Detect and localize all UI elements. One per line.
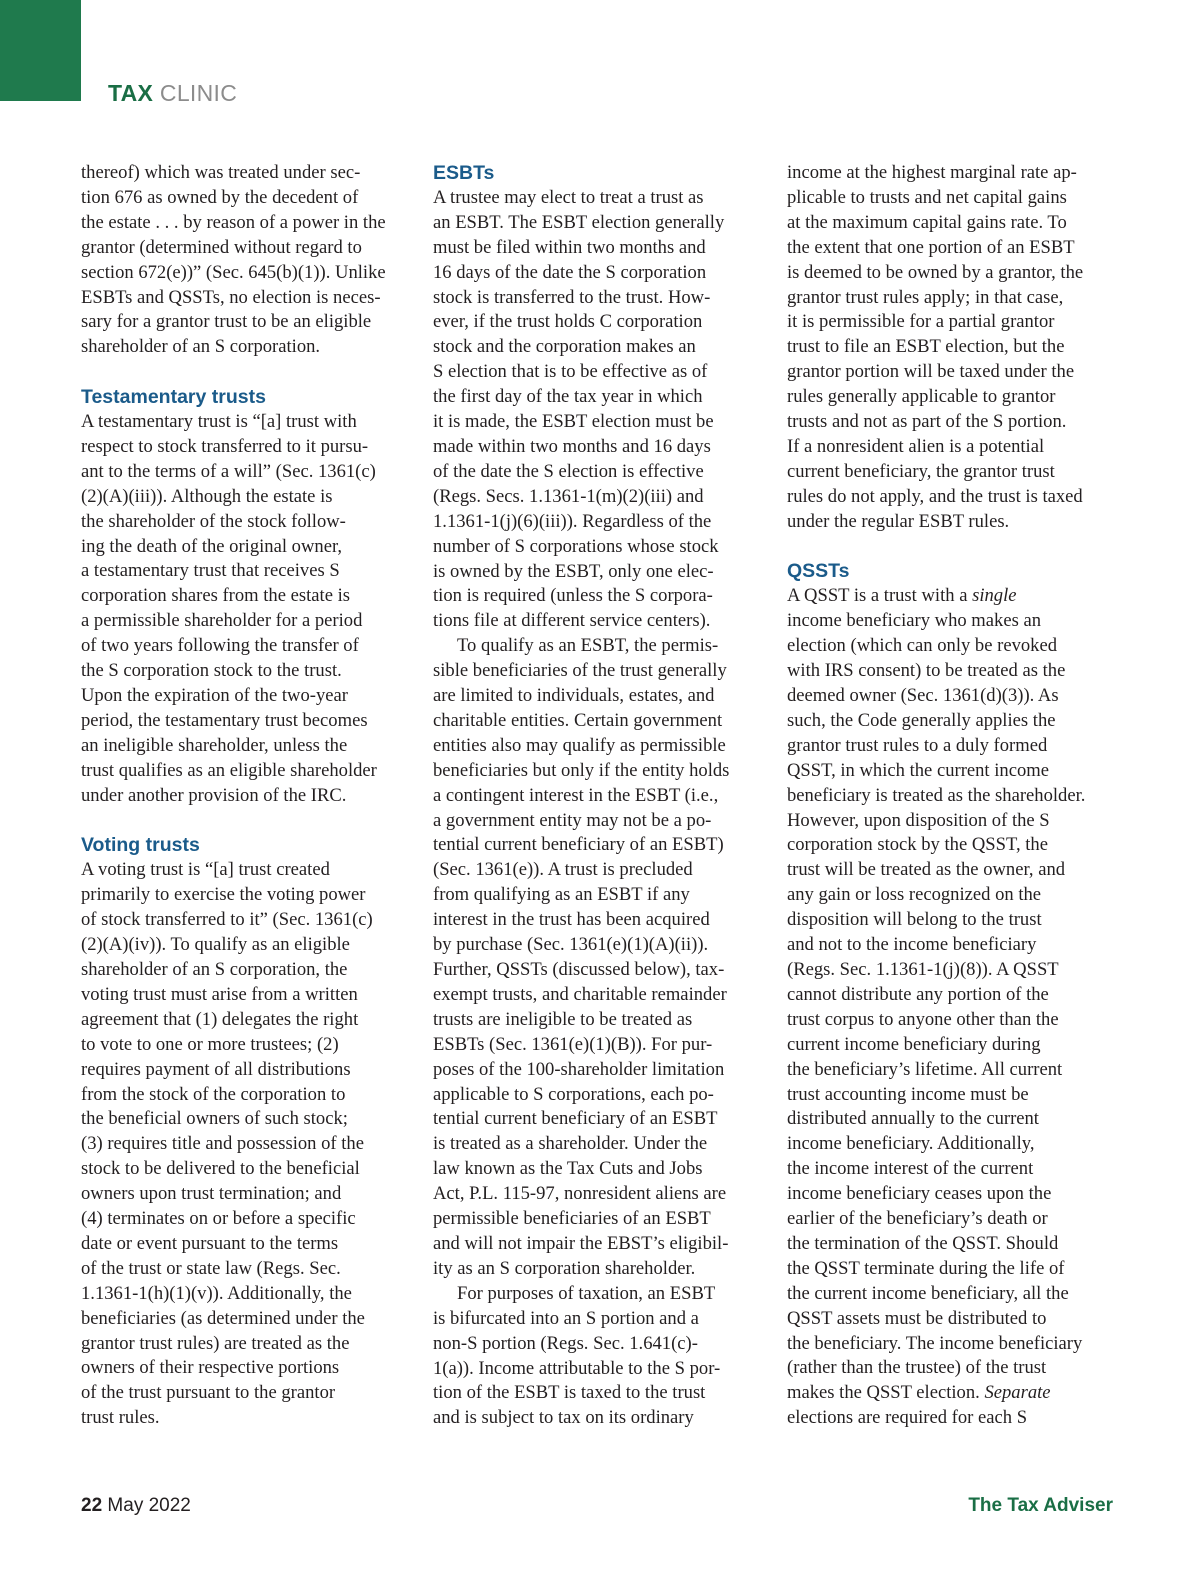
text-line: under the regular ESBT rules. xyxy=(787,510,1010,532)
text-line: under another provision of the IRC. xyxy=(81,784,347,806)
text-line: period, the testamentary trust becomes xyxy=(81,709,368,731)
text-line: trust accounting income must be xyxy=(787,1083,1029,1105)
text-line: 1(a)). Income attributable to the S por- xyxy=(433,1357,721,1379)
text-line: disposition will belong to the trust xyxy=(787,909,1042,931)
text-line: from qualifying as an ESBT if any xyxy=(433,884,690,906)
text-line: corporation shares from the estate is xyxy=(81,585,351,607)
text-line: A trustee may elect to treat a trust as xyxy=(433,186,704,208)
text-line: corporation stock by the QSST, the xyxy=(787,834,1048,856)
text-line: an ESBT. The ESBT election generally xyxy=(433,211,725,233)
text-line: is deemed to be owned by a grantor, the xyxy=(787,261,1084,283)
text-line: the beneficiary’s lifetime. All current xyxy=(787,1058,1063,1080)
text-line: current beneficiary, the grantor trust xyxy=(787,460,1055,482)
subheading-esbts: ESBTs xyxy=(433,162,495,184)
text-line: To qualify as an ESBT, the permis- xyxy=(457,635,719,657)
text-line: Act, P.L. 115-97, nonresident aliens are xyxy=(433,1183,727,1205)
text-line: trust will be treated as the owner, and xyxy=(787,859,1066,881)
text-line: the shareholder of the stock follow- xyxy=(81,510,346,532)
text-line: agreement that (1) delegates the right xyxy=(81,1008,359,1030)
text-line: cannot distribute any portion of the xyxy=(787,983,1049,1005)
text-line: the termination of the QSST. Should xyxy=(787,1232,1059,1254)
section-header-bold: TAX xyxy=(108,80,154,106)
text-line: law known as the Tax Cuts and Jobs xyxy=(433,1158,703,1180)
text-line xyxy=(787,584,1113,609)
text-line: ever, if the trust holds C corporation xyxy=(433,311,703,333)
text-line: (4) terminates on or before a specific xyxy=(81,1208,356,1230)
text-line: of stock transferred to it” (Sec. 1361(c) xyxy=(81,909,373,931)
paragraph xyxy=(433,1282,759,1431)
text-line: QSST, in which the current income xyxy=(787,759,1049,781)
text-line: beneficiary is treated as the shareholder. xyxy=(787,784,1086,806)
text-line: tion 676 as owned by the decedent of xyxy=(81,186,359,208)
text-line: 1.1361-1(h)(1)(v)). Additionally, the xyxy=(81,1282,352,1304)
footer-page-info xyxy=(81,1495,191,1517)
text-line: poses of the 100-shareholder limitation xyxy=(433,1058,725,1080)
column-2 xyxy=(433,161,759,1431)
text-line: ant to the terms of a will” (Sec. 1361(c) xyxy=(81,460,376,482)
text-line: and will not impair the EBST’s eligibil- xyxy=(433,1232,729,1254)
paragraph xyxy=(81,161,407,360)
text-line: tential current beneficiary of an ESBT xyxy=(433,1108,718,1130)
text-line: are limited to individuals, estates, and xyxy=(433,685,715,707)
text-line: sary for a grantor trust to be an eligible xyxy=(81,311,372,333)
text-line: For purposes of taxation, an ESBT xyxy=(457,1282,716,1304)
text-line: and is subject to tax on its ordinary xyxy=(433,1407,694,1429)
text-line: ESBTs and QSSTs, no election is neces- xyxy=(81,286,381,308)
text-line: at the maximum capital gains rate. To xyxy=(787,211,1067,233)
text-line: any gain or loss recognized on the xyxy=(787,884,1042,906)
text-line: it is made, the ESBT election must be xyxy=(433,411,714,433)
text-line: If a nonresident alien is a potential xyxy=(787,435,1045,457)
publication-name: The Tax Adviser xyxy=(968,1495,1113,1516)
text-line: (Sec. 1361(e)). A trust is precluded xyxy=(433,859,693,881)
text-line: is bifurcated into an S portion and a xyxy=(433,1307,699,1329)
text-line: election (which can only be revoked xyxy=(787,635,1058,657)
text-line: voting trust must arise from a written xyxy=(81,983,358,1005)
text-run: A QSST is a trust with a xyxy=(787,585,973,607)
text-line: to vote to one or more trustees; (2) xyxy=(81,1033,339,1055)
text-line: grantor trust rules apply; in that case, xyxy=(787,286,1064,308)
text-line: of the date the S election is effective xyxy=(433,460,704,482)
text-line: Upon the expiration of the two-year xyxy=(81,685,348,707)
text-line: of the trust or state law (Regs. Sec. xyxy=(81,1257,341,1279)
text-line: a permissible shareholder for a period xyxy=(81,610,363,632)
text-line: section 672(e))” (Sec. 645(b)(1)). Unlike xyxy=(81,261,386,283)
text-line: tions file at different service centers). xyxy=(433,610,711,632)
text-line: beneficiaries (as determined under the xyxy=(81,1307,365,1329)
text-line: with IRS consent) to be treated as the xyxy=(787,660,1066,682)
text-line: applicable to S corporations, each po- xyxy=(433,1083,714,1105)
text-line: a testamentary trust that receives S xyxy=(81,560,340,582)
text-line: a government entity may not be a po- xyxy=(433,809,712,831)
text-line: such, the Code generally applies the xyxy=(787,709,1056,731)
text-line: stock is transferred to the trust. How- xyxy=(433,286,711,308)
text-line: grantor portion will be taxed under the xyxy=(787,361,1075,383)
emphasis-single: single xyxy=(972,585,1017,607)
text-line: earlier of the beneficiary’s death or xyxy=(787,1208,1048,1230)
text-line: from the stock of the corporation to xyxy=(81,1083,346,1105)
text-line: entities also may qualify as permissible xyxy=(433,734,726,756)
text-line: the S corporation stock to the trust. xyxy=(81,660,342,682)
paragraph xyxy=(433,634,759,1282)
text-line: date or event pursuant to the terms xyxy=(81,1232,339,1254)
text-line: a contingent interest in the ESBT (i.e., xyxy=(433,784,719,806)
text-line: income at the highest marginal rate ap- xyxy=(787,162,1077,183)
section-header-light: CLINIC xyxy=(159,80,238,106)
paragraph xyxy=(787,1406,1113,1431)
text-line: stock to be delivered to the beneficial xyxy=(81,1158,360,1180)
text-line: A voting trust is “[a] trust created xyxy=(81,859,330,881)
text-line: non-S portion (Regs. Sec. 1.641(c)- xyxy=(433,1332,698,1354)
text-line: (3) requires title and possession of the xyxy=(81,1133,364,1155)
text-line: plicable to trusts and net capital gains xyxy=(787,186,1067,208)
text-line xyxy=(787,1381,1113,1406)
text-line: is owned by the ESBT, only one elec- xyxy=(433,560,714,582)
text-line: rules generally applicable to grantor xyxy=(787,386,1056,408)
text-line: the beneficiary. The income beneficiary xyxy=(787,1332,1083,1354)
text-line: the first day of the tax year in which xyxy=(433,386,703,408)
text-line: owners upon trust termination; and xyxy=(81,1183,342,1205)
section-header xyxy=(108,80,237,107)
text-line: trusts are ineligible to be treated as xyxy=(433,1008,693,1030)
text-line: thereof) which was treated under sec- xyxy=(81,162,361,183)
text-line: (2)(A)(iv)). To qualify as an eligible xyxy=(81,934,350,956)
subheading-voting-trusts: Voting trusts xyxy=(81,834,200,857)
text-line: of the trust pursuant to the grantor xyxy=(81,1382,336,1404)
text-line: 16 days of the date the S corporation xyxy=(433,261,707,283)
text-line: primarily to exercise the voting power xyxy=(81,884,366,906)
text-line: A testamentary trust is “[a] trust with xyxy=(81,411,357,433)
text-line: shareholder of an S corporation. xyxy=(81,336,321,358)
text-line: stock and the corporation makes an xyxy=(433,336,696,358)
text-line: S election that is to be effective as of xyxy=(433,361,708,383)
text-line: rules do not apply, and the trust is taxed xyxy=(787,485,1083,507)
text-line: the beneficial owners of such stock; xyxy=(81,1108,348,1130)
text-line: trusts and not as part of the S portion. xyxy=(787,411,1067,433)
subheading-testamentary-trusts: Testamentary trusts xyxy=(81,386,266,409)
text-line: charitable entities. Certain government xyxy=(433,709,723,731)
text-line: exempt trusts, and charitable remainder xyxy=(433,983,727,1005)
text-line: Further, QSSTs (discussed below), tax- xyxy=(433,959,725,980)
text-line: tion of the ESBT is taxed to the trust xyxy=(433,1382,706,1404)
text-line: owners of their respective portions xyxy=(81,1357,340,1379)
text-line: beneficiaries but only if the entity holds xyxy=(433,759,730,781)
paragraph xyxy=(81,410,407,809)
text-line: elections are required for each S xyxy=(787,1407,1028,1429)
text-line: (2)(A)(iii)). Although the estate is xyxy=(81,485,333,507)
text-run: makes the QSST election. xyxy=(787,1382,985,1404)
text-line: by purchase (Sec. 1361(e)(1)(A)(ii)). xyxy=(433,934,709,956)
text-line: ing the death of the original owner, xyxy=(81,535,343,557)
text-line: the extent that one portion of an ESBT xyxy=(787,236,1075,258)
paragraph xyxy=(787,161,1113,535)
paragraph xyxy=(433,186,759,634)
text-line: made within two months and 16 days xyxy=(433,435,711,457)
text-line: of two years following the transfer of xyxy=(81,635,359,657)
text-line: grantor trust rules) are treated as the xyxy=(81,1332,350,1354)
text-line: the estate . . . by reason of a power in the xyxy=(81,211,386,233)
text-line: (Regs. Secs. 1.1361-1(m)(2)(iii) and xyxy=(433,485,704,507)
text-line: requires payment of all distributions xyxy=(81,1058,351,1080)
text-line: it is permissible for a partial grantor xyxy=(787,311,1055,333)
text-line: respect to stock transferred to it pursu- xyxy=(81,435,369,457)
text-line: tential current beneficiary of an ESBT) xyxy=(433,834,724,856)
corner-color-block xyxy=(0,0,81,101)
text-line: current income beneficiary during xyxy=(787,1033,1041,1055)
text-line: and not to the income beneficiary xyxy=(787,934,1037,956)
paragraph xyxy=(787,609,1113,1381)
text-line: income beneficiary. Additionally, xyxy=(787,1133,1035,1155)
text-line: 1.1361-1(j)(6)(iii)). Regardless of the xyxy=(433,510,712,532)
page-number: 22 xyxy=(81,1495,103,1516)
text-line: ESBTs (Sec. 1361(e)(1)(B)). For pur- xyxy=(433,1033,713,1055)
text-line: distributed annually to the current xyxy=(787,1108,1039,1130)
text-line: the income interest of the current xyxy=(787,1158,1034,1180)
text-line: number of S corporations whose stock xyxy=(433,535,719,557)
subheading-qssts: QSSTs xyxy=(787,560,850,583)
text-line: sible beneficiaries of the trust generally xyxy=(433,660,727,682)
text-line: shareholder of an S corporation, the xyxy=(81,958,348,980)
text-line: the current income beneficiary, all the xyxy=(787,1282,1069,1304)
text-line: ity as an S corporation shareholder. xyxy=(433,1257,696,1279)
text-line: permissible beneficiaries of an ESBT xyxy=(433,1208,711,1230)
text-line: trust rules. xyxy=(81,1407,160,1429)
text-line: tion is required (unless the S corpora- xyxy=(433,585,713,607)
text-line: must be filed within two months and xyxy=(433,236,706,258)
text-line: (Regs. Sec. 1.1361-1(j)(8)). A QSST xyxy=(787,958,1059,980)
text-line: trust qualifies as an eligible shareholder xyxy=(81,759,377,781)
text-line: is treated as a shareholder. Under the xyxy=(433,1133,708,1155)
column-3 xyxy=(787,161,1113,1431)
text-line: deemed owner (Sec. 1361(d)(3)). As xyxy=(787,685,1059,707)
issue-date: May 2022 xyxy=(107,1495,191,1516)
text-line: grantor (determined without regard to xyxy=(81,236,362,258)
text-line: income beneficiary ceases upon the xyxy=(787,1183,1052,1205)
text-line: the QSST terminate during the life of xyxy=(787,1257,1065,1279)
text-line: QSST assets must be distributed to xyxy=(787,1307,1047,1329)
text-line: However, upon disposition of the S xyxy=(787,809,1050,831)
text-line: interest in the trust has been acquired xyxy=(433,909,710,931)
text-line: income beneficiary who makes an xyxy=(787,610,1042,632)
text-line: (rather than the trustee) of the trust xyxy=(787,1357,1047,1379)
text-line: trust to file an ESBT election, but the xyxy=(787,336,1065,358)
text-line: trust corpus to anyone other than the xyxy=(787,1008,1059,1030)
paragraph xyxy=(81,858,407,1431)
column-1 xyxy=(81,161,407,1431)
text-line: grantor trust rules to a duly formed xyxy=(787,734,1048,756)
emphasis-separate: Separate xyxy=(984,1382,1051,1404)
text-line: an ineligible shareholder, unless the xyxy=(81,734,348,756)
